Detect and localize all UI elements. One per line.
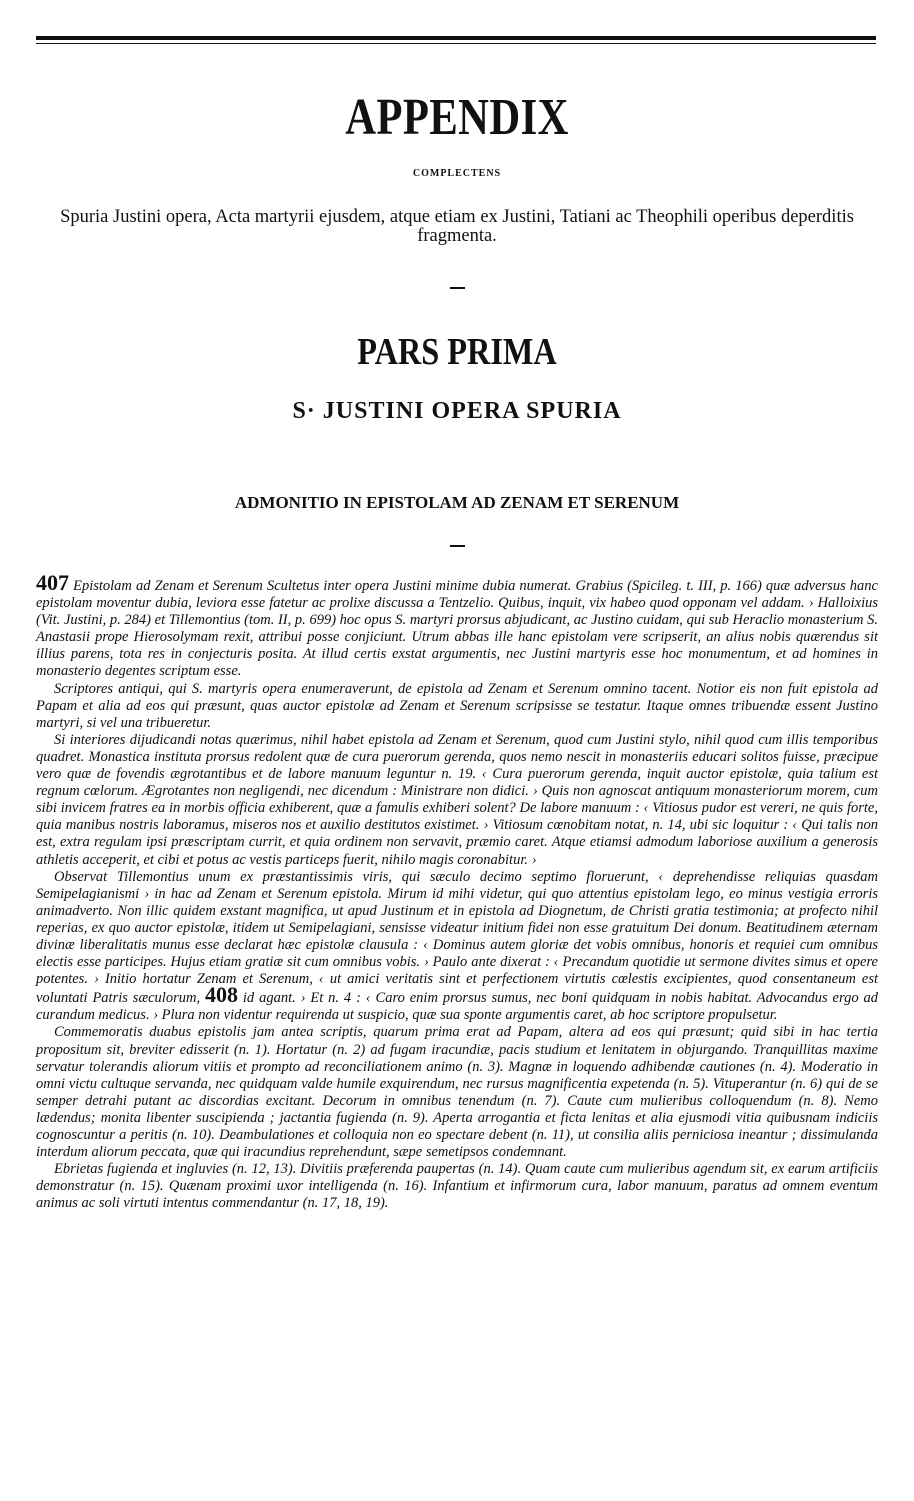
appendix-heading: APPENDIX bbox=[345, 89, 569, 146]
separator-dash bbox=[450, 287, 465, 289]
admonitio-heading: ADMONITIO IN EPISTOLAM AD ZENAM ET SERENUM bbox=[234, 493, 680, 512]
top-rule-thin bbox=[36, 43, 876, 44]
paragraph-text: Epistolam ad Zenam et Serenum Scultetus inter opera Justini minime dubia numerat. Grabius (Spicileg. t. III, p. 166) quæ adversus hanc epistolam moventur dubia, leviora esse fatetur ac prolixe discussa a Tentzelio. Quibus, inquit, vix habeo quod opponam vel addam. › Halloixius (Vit. Justini, p. 284) et Tillemontius (tom. II, p. 699) hoc opus S. martyri prorsus abjudicant, ac Justino cuidam, qui sub Heraclio monasterium S. Anastasii prope Hierosolymam rexit, attribui posse conjiciunt. Utrum abbas ille hanc epistolam vere scripserit, an alius nobis quærendus sit illius parens, tota res in conjecturis posita. At illud certis exstat argumentis, nec Justini martyris esse hoc monumentum, et ad homines in monasterio degentes scriptum esse. bbox=[36, 578, 878, 680]
paragraph bbox=[36, 570, 878, 681]
complectens-label: COMPLECTENS bbox=[412, 168, 502, 179]
pars-heading: PARS PRIMA bbox=[357, 331, 557, 373]
margin-column-number: 408 bbox=[204, 982, 238, 1008]
separator-dash bbox=[450, 545, 465, 547]
paragraph: Scriptores antiqui, qui S. martyris opera enumeraverunt, de epistola ad Zenam et Serenum omnino tacent. Notior eis non fuit epistola ad Papam et alia ad eos qui præsunt, quas auctor epistolæ ad Zenam et Serenum scripsisse se testatur. Itaque omnes tribuendæ essent Justino martyri, si vel una tribueretur. bbox=[36, 680, 878, 731]
paragraph-text: id agant. › Et n. 4 : ‹ Caro enim prorsus sumus, nec boni quidquam in nobis habitat. Advocandus ergo ad curandum medicus. › Plura non videntur requirenda ut suspicio, quæ sua sponte argumentis caret, ab hoc scriptore propulsetur. bbox=[36, 990, 878, 1024]
appendix-subtitle: Spuria Justini opera, Acta martyrii ejusdem, atque etiam ex Justini, Tatiani ac Theophili operibus deperditis fragmenta. bbox=[60, 207, 854, 246]
paragraph: Ebrietas fugienda et ingluvies (n. 12, 13). Divitiis præferenda paupertas (n. 14). Quam caute cum mulieribus agendum sit, ex earum artificiis demonstratur (n. 15). Quænam proximi uxor intelligenda (n. 16). Infantium et infirmorum cura, labor manuum, paratus ad omnem eventum animus ac soli virtuti intentus commendantur (n. 17, 18, 19). bbox=[36, 1161, 878, 1212]
top-rule-thick bbox=[36, 36, 876, 40]
paragraph bbox=[36, 869, 878, 1025]
paragraph: Commemoratis duabus epistolis jam antea scriptis, quarum prima erat ad Papam, altera ad eos qui præsunt; quid sibi in hac tertia propositum sit, breviter edisserit (n. 1). Hortatur (n. 2) ad fugam iracundiæ, pacis studium et lenitatem in objurgando. Tranquillitas maxime servatur tolerandis aliorum vitiis et prompto ad reconciliationem animo (n. 3). Magnæ in loquendo adhibendæ cautiones (n. 4). Moderatio in omni victu cultuque servanda, nec quidquam valde humile exquirendum, nec rursus magnificentia expetenda (n. 5). Vituperantur (n. 6) qui de se semper detrahi putant ac discordias excitant. Decorum in omnibus tenendum (n. 7). Caute cum mulieribus colloquendum (n. 8). Nemo lædendus; monita libenter suscipienda ; jactantia fugienda (n. 9). Aperta arrogantia et ficta lenitas et alia ejusmodi vitia quibusnam indiciis cognoscuntur a peritis (n. 10). Deambulationes et colloquia non eo spectare debent (n. 11), ut consilia aliis perniciosa ineantur ; dissimulanda interdum aliorum peccata, quæ qui iracundius reprehendunt, sæpe semetipsos condemnant. bbox=[36, 1024, 878, 1161]
paragraph-text: Observat Tillemontius unum ex præstantissimis viris, qui sæculo decimo septimo floruerunt, ‹ deprehendisse reliquias quasdam Semipelagianismi › in hac ad Zenam et Serenum epistola. Mirum id mihi videtur, qui quo attentius epistolam lego, eo minus vestigia erroris animadverto. Non illic quidem exstant magnifica, ut apud Justinum et in epistola ad Diognetum, de Christi gratia testimonia; at profecto nihil reperias, ex quo auctor epistolæ, itidem ut Semipelagiani, sensisse videatur initium fidei non esse gratuitum Dei donum. Beatitudinem æternam divinæ liberalitatis munus esse declarat hæc epistolæ clausula : ‹ Dominus autem gloriæ det vobis omnibus, honoris et requiei cum omnibus electis esse participes. Hujus etiam gratiæ sit cum omnibus vobis. › Paulo ante dixerat : ‹ Precandum quotidie ut sermone divites simus et opere potentes. › Initio hortatur Zenam et Serenum, ‹ ut amici veritatis sint et perfectionem virtutis cœlestis excipientes, quod consentaneum est voluntati Patris sæculorum, bbox=[36, 868, 878, 1007]
admonitio-body bbox=[36, 570, 878, 1212]
paragraph: Si interiores dijudicandi notas quærimus, nihil habet epistola ad Zenam et Serenum, quod cum Justini stylo, nihil quod cum illis temporibus quadret. Monastica instituta prorsus redolent quæ de cura puerorum gerenda, quos nemo nescit in monasteriis educari solitos fuisse, præcipue vero quæ de fovendis ægrotantibus et de labore manuum leguntur n. 19. ‹ Cura puerorum gerenda, inquit auctor epistolæ, quia talium est regnum cœlorum. Ægrotantes non negligendi, nec dicendum : Ministrare non didici. › Quis non agnoscat antiquum monasteriorum morem, cum sibi invicem fratres ea in morbis officia exhiberent, quæ a famulis exhiberi solent? De labore manuum : ‹ Vitiosus pudor est vereri, ne quis forte, quia manibus nostris laboramus, miseros nos et auxilio destitutos existimet. › Vitiosum cœnobitam notat, n. 14, ubi sic loquitur : ‹ Qui talis non est, extra regulam ipsi præscriptam currit, et quia ordinem non servavit, præmio caret. Atque etiamsi admodum laboriose auxilium a generosis athletis acceperit, et cibi et potus ac vestis particeps fuerit, nihilo magis coronabitur. › bbox=[36, 731, 878, 868]
margin-column-number: 407 bbox=[36, 570, 69, 595]
opera-spuria-heading: S· JUSTINI OPERA SPURIA bbox=[292, 398, 622, 424]
